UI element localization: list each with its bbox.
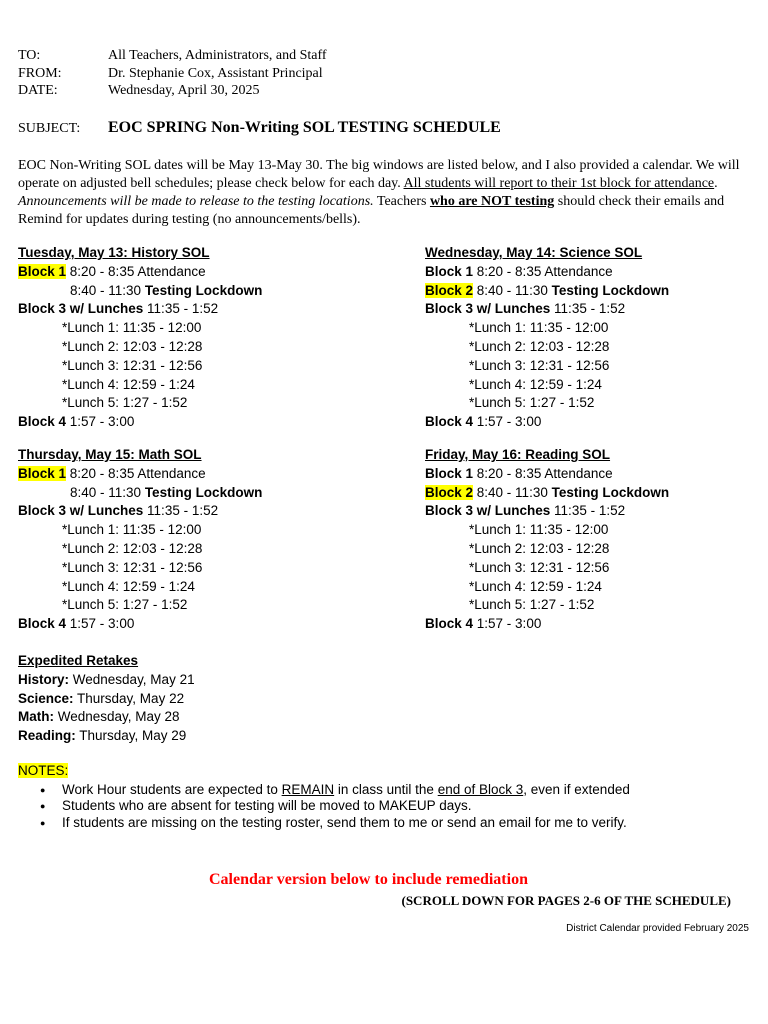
- note-item: [18, 798, 630, 815]
- schedule-wednesday: [425, 244, 669, 432]
- test-time: 8:40 - 11:30: [70, 484, 145, 500]
- day-heading: Tuesday, May 13: History SOL: [18, 245, 210, 260]
- block2-label: Block 2: [425, 282, 474, 298]
- lunch-item: *Lunch 2: 12:03 - 12:28: [62, 338, 203, 354]
- lunch-item: *Lunch 3: 12:31 - 12:56: [469, 559, 610, 575]
- lunch-item: *Lunch 5: 1:27 - 1:52: [62, 395, 188, 411]
- block4-time: 1:57 - 3:00: [66, 414, 135, 430]
- note-text: , even if extended: [523, 781, 630, 797]
- test-time: 8:40 - 11:30: [473, 484, 552, 500]
- calendar-notice: Calendar version below to include remediation: [209, 871, 528, 888]
- block3-label: Block 3 w/ Lunches: [18, 503, 144, 519]
- block4-time: 1:57 - 3:00: [66, 616, 135, 632]
- block1-label: Block 1: [18, 465, 67, 481]
- block4-label: Block 4: [18, 414, 67, 430]
- intro-not-testing: who are NOT testing: [429, 194, 555, 209]
- block1-time: 8:20 - 8:35 Attendance: [473, 263, 613, 279]
- district-calendar-note: District Calendar provided February 2025: [566, 923, 749, 934]
- retake-label: Reading:: [18, 728, 76, 744]
- intro-paragraph: [18, 157, 753, 229]
- intro-period: .: [714, 176, 718, 191]
- intro-text-3: Teachers: [373, 194, 430, 209]
- block1-time: 8:20 - 8:35 Attendance: [66, 465, 206, 481]
- subject-label: SUBJECT:: [18, 121, 81, 136]
- lunch-item: *Lunch 3: 12:31 - 12:56: [469, 357, 610, 373]
- retake-item: [18, 727, 195, 746]
- schedule-tuesday: [18, 244, 262, 432]
- block4-time: 1:57 - 3:00: [473, 616, 542, 632]
- block1-label: Block 1: [18, 263, 67, 279]
- test-label: Testing Lockdown: [551, 484, 670, 500]
- lunch-item: *Lunch 2: 12:03 - 12:28: [62, 540, 203, 556]
- lunch-item: *Lunch 1: 11:35 - 12:00: [62, 320, 202, 336]
- date-value: Wednesday, April 30, 2025: [108, 83, 260, 98]
- lunch-item: *Lunch 4: 12:59 - 1:24: [62, 376, 195, 392]
- block1-label: Block 1: [425, 465, 474, 481]
- to-label: TO:: [18, 48, 41, 63]
- note-text: Work Hour students are expected to: [62, 781, 282, 797]
- subject-line: [18, 119, 501, 137]
- from-label: FROM:: [18, 65, 62, 81]
- note-item: [18, 815, 630, 832]
- retakes-heading: Expedited Retakes: [18, 653, 139, 668]
- to-value: All Teachers, Administrators, and Staff: [108, 48, 327, 63]
- date-label: DATE:: [18, 83, 58, 98]
- memo-header: [18, 47, 718, 101]
- block1-label: Block 1: [425, 263, 474, 279]
- block4-label: Block 4: [425, 414, 474, 430]
- test-label: Testing Lockdown: [551, 282, 670, 298]
- retake-label: Math:: [18, 709, 54, 725]
- intro-text-4: should check their emails and Remind for updates during testing (no announcements/bells).: [18, 194, 725, 227]
- lunch-item: *Lunch 5: 1:27 - 1:52: [62, 597, 188, 613]
- lunch-item: *Lunch 4: 12:59 - 1:24: [469, 376, 602, 392]
- retake-date: Thursday, May 22: [73, 690, 185, 706]
- day-heading: Friday, May 16: Reading SOL: [425, 447, 611, 462]
- retake-label: Science:: [18, 690, 74, 706]
- block1-time: 8:20 - 8:35 Attendance: [473, 465, 613, 481]
- block4-label: Block 4: [18, 616, 67, 632]
- block3-label: Block 3 w/ Lunches: [425, 503, 551, 519]
- block4-time: 1:57 - 3:00: [473, 414, 542, 430]
- note-text: If students are missing on the testing roster, send them to me or send an email for me to verify.: [62, 814, 627, 830]
- test-label: Testing Lockdown: [144, 484, 263, 500]
- note-text: in class until the: [334, 781, 438, 797]
- from-value: Dr. Stephanie Cox, Assistant Principal: [108, 65, 323, 81]
- notes-label: NOTES:: [18, 763, 69, 778]
- block1-time: 8:20 - 8:35 Attendance: [66, 263, 206, 279]
- intro-announcements: Announcements will be made to release to the testing locations.: [18, 194, 374, 209]
- lunch-item: *Lunch 1: 11:35 - 12:00: [469, 320, 609, 336]
- lunch-item: *Lunch 4: 12:59 - 1:24: [62, 578, 195, 594]
- retake-date: Wednesday, May 21: [69, 671, 195, 687]
- block3-time: 11:35 - 1:52: [143, 503, 219, 519]
- schedule-friday: [425, 446, 669, 634]
- test-time: 8:40 - 11:30: [70, 282, 145, 298]
- note-remain: REMAIN: [281, 781, 335, 797]
- lunch-item: *Lunch 5: 1:27 - 1:52: [469, 395, 595, 411]
- schedule-thursday: [18, 446, 262, 634]
- lunch-item: *Lunch 1: 11:35 - 12:00: [469, 522, 609, 538]
- block3-time: 11:35 - 1:52: [550, 301, 626, 317]
- expedited-retakes: [18, 652, 195, 746]
- lunch-item: *Lunch 2: 12:03 - 12:28: [469, 540, 610, 556]
- retake-date: Thursday, May 29: [75, 728, 187, 744]
- retake-item: [18, 671, 195, 690]
- test-time: 8:40 - 11:30: [473, 282, 552, 298]
- day-heading: Wednesday, May 14: Science SOL: [425, 245, 643, 260]
- block3-label: Block 3 w/ Lunches: [18, 301, 144, 317]
- lunch-item: *Lunch 5: 1:27 - 1:52: [469, 597, 595, 613]
- intro-text-1: EOC Non-Writing SOL dates will be May 13-May 30. The big windows are listed below, and I also provided a calendar. We will operate on adjusted bell schedules; please check below for each day.: [18, 158, 740, 191]
- scroll-notice: (SCROLL DOWN FOR PAGES 2-6 OF THE SCHEDULE): [401, 893, 731, 908]
- block3-time: 11:35 - 1:52: [143, 301, 219, 317]
- lunch-item: *Lunch 3: 12:31 - 12:56: [62, 357, 203, 373]
- lunch-item: *Lunch 2: 12:03 - 12:28: [469, 338, 610, 354]
- intro-attendance-underline: All students will report to their 1st block for attendance: [403, 176, 715, 191]
- day-heading: Thursday, May 15: Math SOL: [18, 447, 202, 462]
- retake-label: History:: [18, 671, 70, 687]
- note-text: Students who are absent for testing will be moved to MAKEUP days.: [62, 798, 472, 813]
- block2-label: Block 2: [425, 484, 474, 500]
- test-label: Testing Lockdown: [144, 282, 263, 298]
- subject-title: EOC SPRING Non-Writing SOL TESTING SCHEDULE: [108, 119, 501, 136]
- retake-item: [18, 690, 195, 709]
- notes-list: [18, 782, 630, 832]
- block4-label: Block 4: [425, 616, 474, 632]
- lunch-item: *Lunch 3: 12:31 - 12:56: [62, 559, 203, 575]
- lunch-item: *Lunch 1: 11:35 - 12:00: [62, 522, 202, 538]
- retake-date: Wednesday, May 28: [54, 709, 180, 725]
- lunch-item: *Lunch 4: 12:59 - 1:24: [469, 578, 602, 594]
- note-item: [18, 782, 630, 799]
- block3-label: Block 3 w/ Lunches: [425, 301, 551, 317]
- notes-section: [18, 763, 630, 831]
- block3-time: 11:35 - 1:52: [550, 503, 626, 519]
- note-end-block3: end of Block 3: [437, 781, 524, 797]
- retake-item: [18, 708, 195, 727]
